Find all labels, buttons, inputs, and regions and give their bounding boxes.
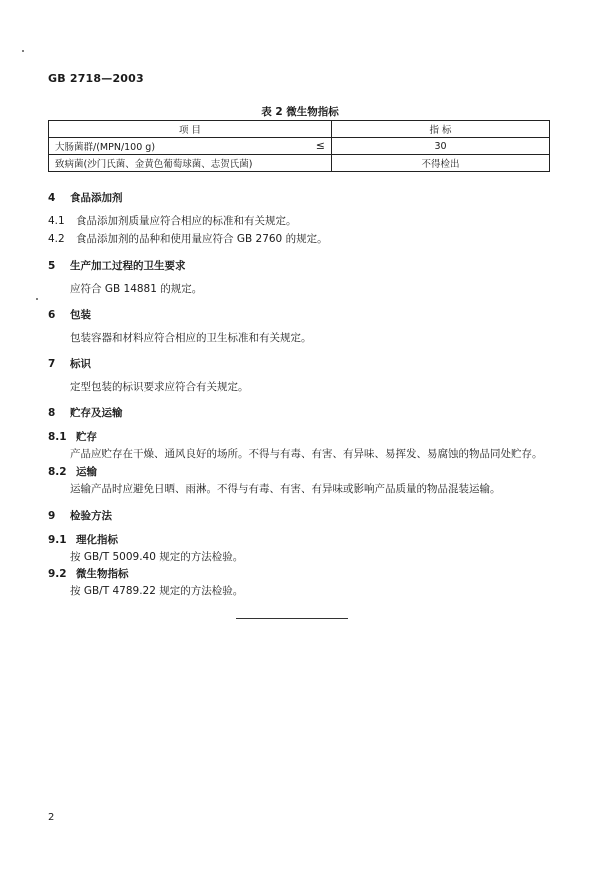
table-row bbox=[49, 155, 550, 172]
section-9-heading bbox=[48, 508, 112, 523]
section-title: 包装 bbox=[70, 309, 91, 321]
clause-8-2-text: 运输产品时应避免日晒、雨淋。不得与有毒、有害、有异味或影响产品质量的物品混装运输。 bbox=[70, 483, 501, 495]
table-cell-indicator: 不得检出 bbox=[332, 155, 550, 172]
column-header-indicator: 指 标 bbox=[332, 121, 550, 138]
clause-4-1 bbox=[48, 213, 297, 228]
clause-4-2 bbox=[48, 231, 328, 246]
section-8-heading bbox=[48, 405, 123, 420]
section-7-heading bbox=[48, 356, 91, 371]
clause-number: 8.1 bbox=[48, 431, 67, 443]
end-rule bbox=[236, 618, 348, 619]
section-5-heading bbox=[48, 258, 186, 273]
less-equal-symbol: ≤ bbox=[315, 139, 325, 152]
page-number: 2 bbox=[48, 812, 55, 823]
section-6-text: 包装容器和材料应符合相应的卫生标准和有关规定。 bbox=[70, 332, 312, 344]
section-title: 贮存及运输 bbox=[70, 407, 123, 419]
section-title: 食品添加剂 bbox=[70, 192, 123, 204]
section-number: 7 bbox=[48, 358, 56, 370]
clause-8-2-heading bbox=[48, 464, 97, 479]
clause-title: 运输 bbox=[76, 466, 97, 478]
clause-9-2-text: 按 GB/T 4789.22 规定的方法检验。 bbox=[70, 585, 244, 597]
clause-title: 微生物指标 bbox=[76, 568, 129, 580]
clause-title: 贮存 bbox=[76, 431, 97, 443]
section-number: 5 bbox=[48, 260, 56, 272]
table-header-row bbox=[49, 121, 550, 138]
column-header-item: 项 目 bbox=[49, 121, 332, 138]
clause-text: 食品添加剂质量应符合相应的标准和有关规定。 bbox=[76, 215, 297, 227]
section-7-text: 定型包装的标识要求应符合有关规定。 bbox=[70, 381, 249, 393]
section-number: 8 bbox=[48, 407, 56, 419]
section-number: 4 bbox=[48, 192, 56, 204]
clause-9-1-heading bbox=[48, 532, 118, 547]
clause-number: 8.2 bbox=[48, 466, 67, 478]
table-caption: 表 2 微生物指标 bbox=[261, 106, 339, 118]
clause-8-1-heading bbox=[48, 429, 97, 444]
scan-speck bbox=[22, 50, 24, 52]
table-cell-item bbox=[49, 138, 332, 155]
table-row bbox=[49, 138, 550, 155]
clause-number: 4.2 bbox=[48, 233, 65, 245]
section-title: 检验方法 bbox=[70, 510, 112, 522]
clause-text: 食品添加剂的品种和使用量应符合 GB 2760 的规定。 bbox=[76, 233, 328, 245]
clause-8-1-text: 产品应贮存在干燥、通风良好的场所。不得与有毒、有害、有异味、易挥发、易腐蚀的物品同处贮存。 bbox=[70, 448, 543, 460]
section-4-heading bbox=[48, 190, 123, 205]
section-number: 6 bbox=[48, 309, 56, 321]
standard-code: GB 2718—2003 bbox=[48, 72, 144, 85]
table-cell-indicator: 30 bbox=[332, 138, 550, 155]
clause-number: 4.1 bbox=[48, 215, 65, 227]
section-title: 生产加工过程的卫生要求 bbox=[70, 260, 186, 272]
clause-number: 9.1 bbox=[48, 534, 67, 546]
section-title: 标识 bbox=[70, 358, 91, 370]
clause-number: 9.2 bbox=[48, 568, 67, 580]
scan-speck bbox=[36, 298, 38, 300]
clause-9-1-text: 按 GB/T 5009.40 规定的方法检验。 bbox=[70, 551, 244, 563]
section-number: 9 bbox=[48, 510, 56, 522]
microbiological-indicators-table bbox=[48, 120, 550, 172]
clause-title: 理化指标 bbox=[76, 534, 118, 546]
section-6-heading bbox=[48, 307, 91, 322]
table-cell-item bbox=[49, 155, 332, 172]
clause-9-2-heading bbox=[48, 566, 129, 581]
item-label: 致病菌(沙门氏菌、金黄色葡萄球菌、志贺氏菌) bbox=[55, 159, 253, 170]
section-5-text: 应符合 GB 14881 的规定。 bbox=[70, 283, 203, 295]
item-label: 大肠菌群/(MPN/100 g) bbox=[55, 142, 156, 153]
